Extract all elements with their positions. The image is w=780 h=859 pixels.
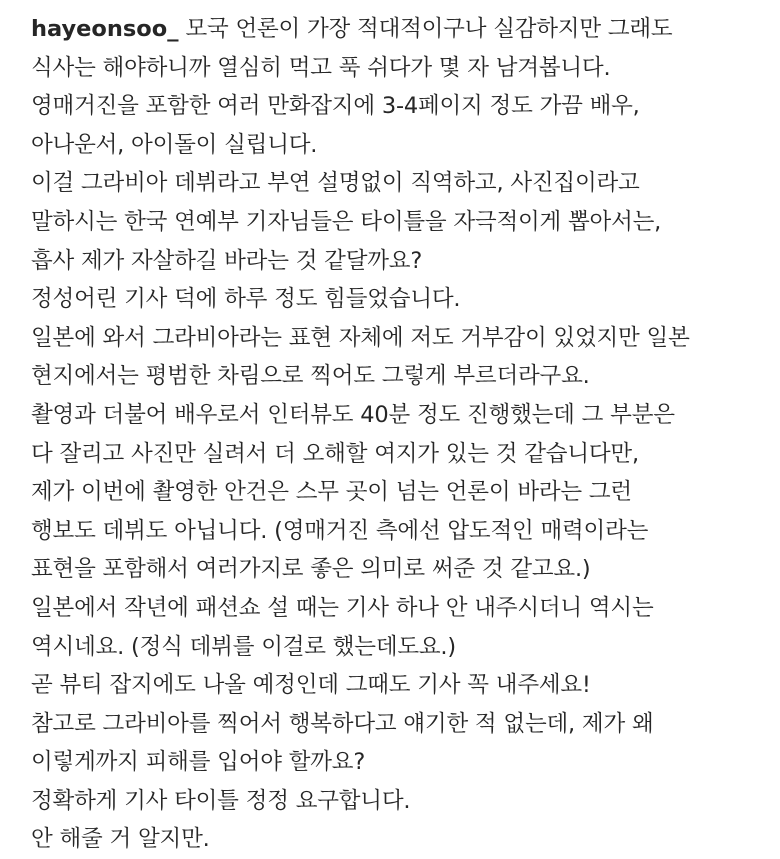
caption-line: 정성어린 기사 덕에 하루 정도 힘들었습니다. [31, 286, 461, 313]
caption-line: 행보도 데뷔도 아닙니다. (영매거진 측에선 압도적인 매력이라는 [31, 517, 649, 544]
caption-text: 모국 언론이 가장 적대적이구나 실감하지만 그래도 [185, 16, 673, 42]
top-edge [0, 0, 780, 4]
caption-line: 이걸 그라비아 데뷔라고 부연 설명없이 직역하고, 사진집이라고 [31, 170, 640, 197]
caption-line: 식사는 해야하니까 열심히 먹고 푹 쉬다가 몇 자 남겨봅니다. [31, 54, 611, 81]
caption-line: 안 해줄 거 알지만. [31, 826, 210, 853]
caption-line: 일본에서 작년에 패션쇼 설 때는 기사 하나 안 내주시더니 역시는 [31, 594, 654, 621]
caption-line: 곧 뷰티 잡지에도 나올 예정인데 그때도 기사 꼭 내주세요! [31, 672, 591, 699]
caption-line: 흡사 제가 자살하길 바라는 것 같달까요? [31, 247, 423, 274]
post-caption [31, 10, 771, 859]
caption-line: 제가 이번에 촬영한 안건은 스무 곳이 넘는 언론이 바라는 그런 [31, 479, 632, 506]
caption-line: 일본에 와서 그라비아라는 표현 자체에 저도 거부감이 있었지만 일본 [31, 324, 690, 351]
caption-line: 다 잘리고 사진만 실려서 더 오해할 여지가 있는 것 같습니다만, [31, 440, 639, 467]
caption-line: 아나운서, 아이돌이 실립니다. [31, 131, 318, 158]
caption-line: 참고로 그라비아를 찍어서 행복하다고 얘기한 적 없는데, 제가 왜 [31, 710, 654, 737]
username-link[interactable]: hayeonsoo_ [31, 16, 179, 42]
caption-line: 말하시는 한국 연예부 기자님들은 타이틀을 자극적이게 뽑아서는, [31, 208, 662, 235]
caption-line [31, 10, 771, 49]
caption-line: 역시네요. (정식 데뷔를 이걸로 했는데도요.) [31, 633, 456, 660]
caption-line: 현지에서는 평범한 차림으로 찍어도 그렇게 부르더라구요. [31, 363, 590, 390]
caption-line: 정확하게 기사 타이틀 정정 요구합니다. [31, 787, 411, 814]
caption-line: 영매거진을 포함한 여러 만화잡지에 3-4페이지 정도 가끔 배우, [31, 93, 640, 120]
caption-line: 촬영과 더불어 배우로서 인터뷰도 40분 정도 진행했는데 그 부분은 [31, 401, 675, 428]
caption-line: 이렇게까지 피해를 입어야 할까요? [31, 749, 366, 776]
caption-line: 표현을 포함해서 여러가지로 좋은 의미로 써준 것 같고요.) [31, 556, 591, 583]
